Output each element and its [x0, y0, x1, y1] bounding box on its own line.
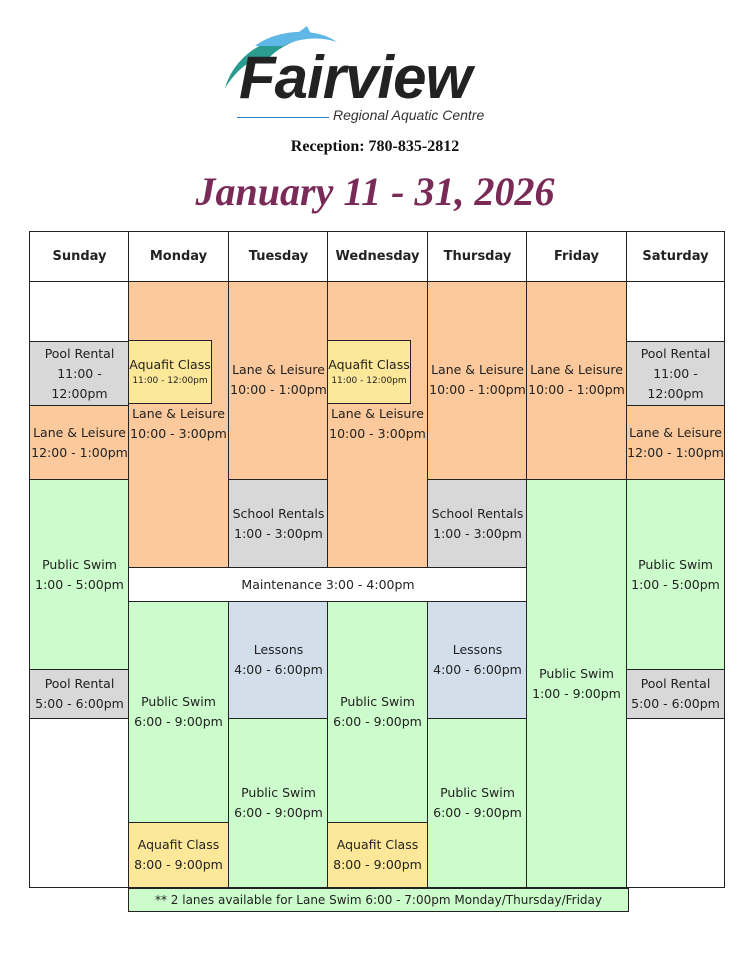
event-name: Public Swim	[638, 556, 713, 572]
event-time: 6:00 - 9:00pm	[433, 805, 522, 820]
thursday-school-rentals	[427, 479, 528, 568]
friday-public-swim	[526, 479, 627, 888]
thursday-lane-leisure	[427, 281, 528, 480]
sunday-empty-morning	[29, 281, 130, 342]
event-time: 10:00 - 1:00pm	[429, 382, 526, 397]
event-name: Public Swim	[241, 785, 316, 800]
event-name: Pool Rental	[640, 676, 711, 691]
event-name: Lane & Leisure	[431, 362, 524, 377]
event-time: 6:00 - 9:00pm	[134, 714, 223, 729]
tuesday-lessons	[228, 601, 329, 719]
monday-aquafit-evening	[128, 822, 229, 888]
monday-aquafit-morning	[128, 340, 212, 404]
maintenance-block	[128, 567, 528, 602]
friday-lane-leisure	[526, 281, 627, 480]
sunday-pool-rental-morning	[29, 341, 130, 406]
event-name: Lane & Leisure	[232, 362, 325, 377]
event-name: Public Swim	[141, 694, 216, 709]
event-name: Lessons	[253, 642, 304, 657]
event-time: 4:00 - 6:00pm	[433, 662, 522, 677]
tuesday-school-rentals	[228, 479, 329, 568]
reception-phone: Reception: 780-835-2812	[290, 138, 460, 155]
saturday-empty-morning	[626, 281, 725, 342]
event-name: Pool Rental	[640, 345, 711, 361]
event-name: Public Swim	[440, 785, 515, 800]
wednesday-lane-leisure	[327, 281, 428, 568]
event-time: 8:00 - 9:00pm	[333, 857, 422, 872]
event-time: 10:00 - 3:00pm	[130, 426, 227, 441]
event-name: Lane & Leisure	[132, 406, 225, 421]
event-name: Pool Rental	[44, 345, 115, 361]
event-time: 11:00 - 12:00pm	[331, 376, 407, 386]
event-name: Aquafit Class	[328, 357, 410, 372]
event-time: 1:00 - 9:00pm	[532, 685, 621, 701]
saturday-empty-evening	[626, 718, 725, 888]
event-name: Pool Rental	[44, 676, 115, 691]
brand-divider	[237, 117, 329, 118]
event-time: 10:00 - 1:00pm	[230, 382, 327, 397]
event-time: 8:00 - 9:00pm	[134, 857, 223, 872]
tuesday-public-swim	[228, 718, 329, 888]
header-monday: Monday	[128, 231, 229, 282]
event-name: Lane & Leisure	[629, 424, 722, 440]
sunday-public-swim	[29, 479, 130, 670]
sunday-empty-evening	[29, 718, 130, 888]
event-name: Public Swim	[42, 556, 117, 572]
event-time: 6:00 - 9:00pm	[333, 714, 422, 729]
lane-swim-note: ** 2 lanes available for Lane Swim 6:00 - 7:00pm Monday/Thursday/Friday	[128, 888, 629, 912]
wednesday-public-swim	[327, 601, 428, 823]
event-time: 12:00 - 1:00pm	[627, 444, 724, 460]
event-time: 11:00 - 12:00pm	[132, 376, 208, 386]
saturday-pool-rental-evening	[626, 669, 725, 719]
event-time: 11:00 - 12:00pm	[647, 365, 704, 401]
brand-name: Fairview	[239, 44, 472, 111]
event-name: School Rentals	[431, 505, 524, 521]
event-name: Public Swim	[539, 665, 614, 681]
event-name: Aquafit Class	[137, 837, 220, 852]
event-time: 5:00 - 6:00pm	[35, 696, 124, 711]
event-time: 1:00 - 3:00pm	[433, 525, 522, 541]
header-thursday: Thursday	[427, 231, 528, 282]
maintenance-label: Maintenance 3:00 - 4:00pm	[241, 576, 415, 592]
sunday-lane-leisure	[29, 405, 130, 480]
event-name: Lane & Leisure	[530, 362, 623, 377]
schedule-title: January 11 - 31, 2026	[195, 169, 555, 214]
sunday-pool-rental-evening	[29, 669, 130, 719]
saturday-pool-rental-morning	[626, 341, 725, 406]
event-name: Public Swim	[340, 694, 415, 709]
event-time: 12:00 - 1:00pm	[31, 444, 128, 460]
event-name: Lessons	[452, 642, 503, 657]
fairview-logo	[215, 26, 525, 134]
wednesday-aquafit-evening	[327, 822, 428, 888]
event-name: School Rentals	[232, 505, 325, 521]
event-name: Aquafit Class	[336, 837, 419, 852]
event-name: Lane & Leisure	[331, 406, 424, 421]
event-name: Lane & Leisure	[33, 424, 126, 440]
event-time: 6:00 - 9:00pm	[234, 805, 323, 820]
monday-public-swim	[128, 601, 229, 823]
wednesday-aquafit-morning	[327, 340, 411, 404]
event-time: 10:00 - 1:00pm	[528, 382, 625, 397]
thursday-lessons	[427, 601, 528, 719]
header-friday: Friday	[526, 231, 627, 282]
event-name: Aquafit Class	[129, 357, 211, 372]
saturday-lane-leisure	[626, 405, 725, 480]
event-time: 4:00 - 6:00pm	[234, 662, 323, 677]
tuesday-lane-leisure	[228, 281, 329, 480]
header-sunday: Sunday	[29, 231, 130, 282]
event-time: 11:00 - 12:00pm	[51, 365, 108, 401]
event-time: 5:00 - 6:00pm	[631, 696, 720, 711]
event-time: 10:00 - 3:00pm	[329, 426, 426, 441]
header-saturday: Saturday	[626, 231, 725, 282]
thursday-public-swim	[427, 718, 528, 888]
brand-subtitle: Regional Aquatic Centre	[333, 107, 485, 123]
monday-lane-leisure	[128, 281, 229, 568]
event-time: 1:00 - 5:00pm	[35, 576, 124, 592]
header-wednesday: Wednesday	[327, 231, 428, 282]
event-time: 1:00 - 5:00pm	[631, 576, 720, 592]
header-tuesday: Tuesday	[228, 231, 329, 282]
saturday-public-swim	[626, 479, 725, 670]
event-time: 1:00 - 3:00pm	[234, 525, 323, 541]
